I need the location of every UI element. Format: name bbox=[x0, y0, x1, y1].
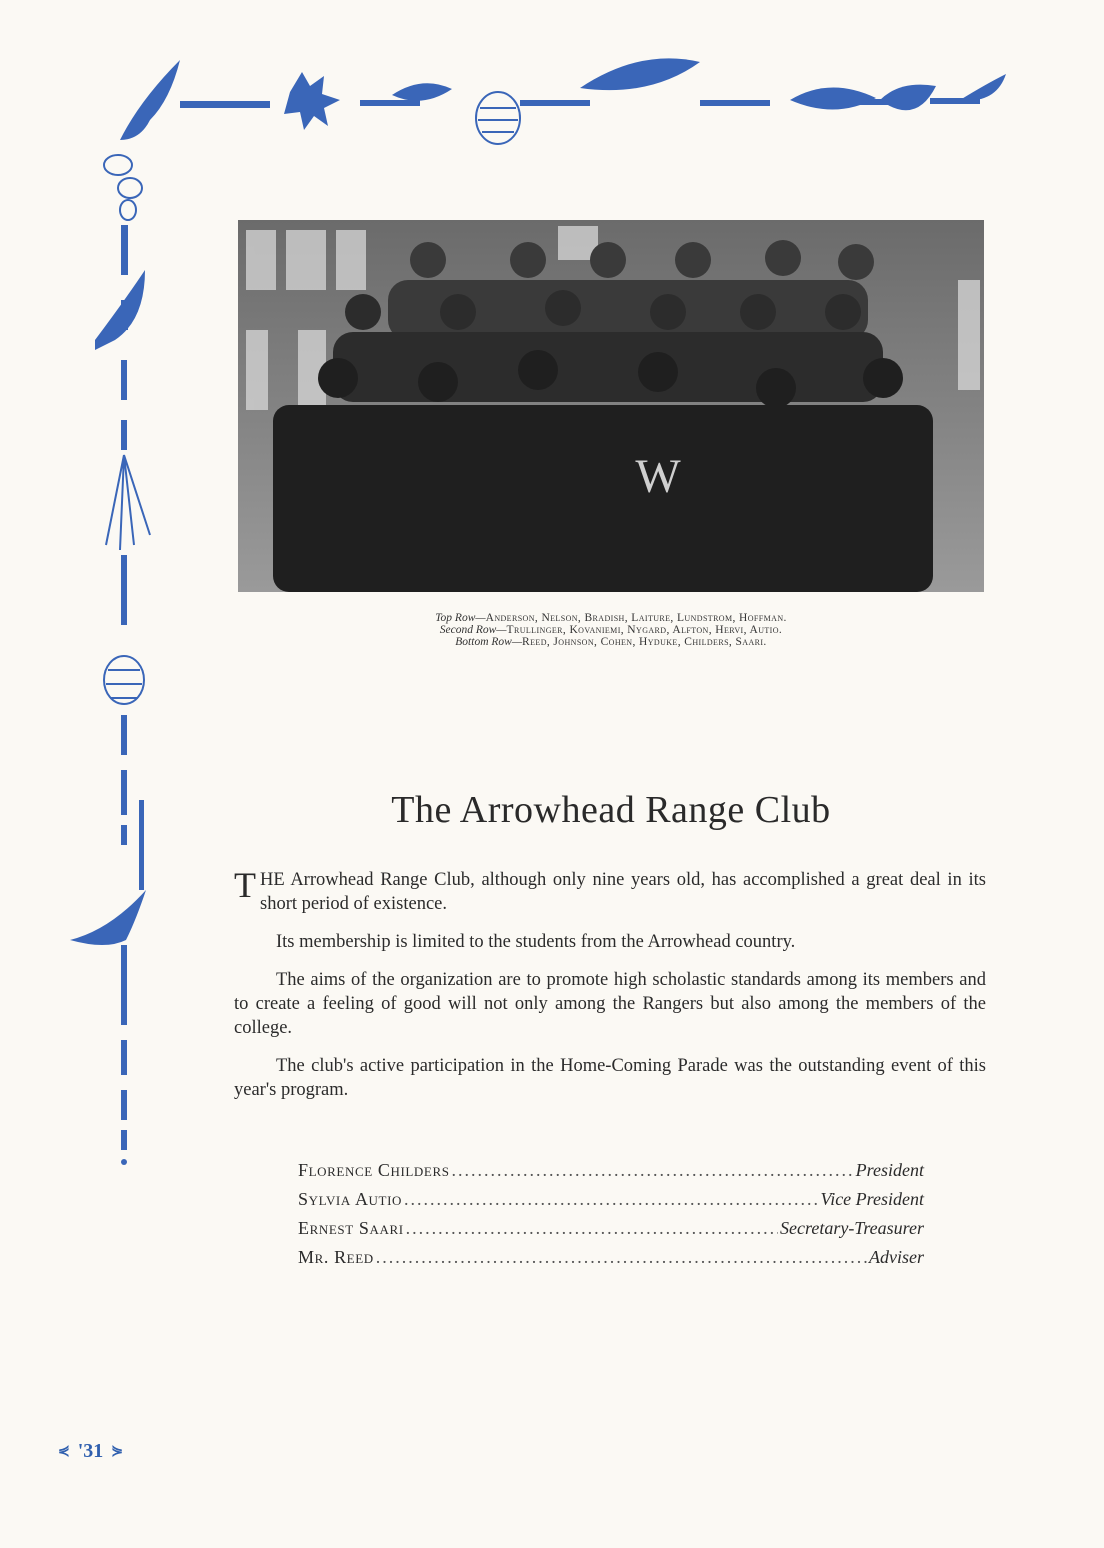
article-body bbox=[234, 865, 986, 1116]
officer-row bbox=[298, 1156, 924, 1185]
acorn-icon bbox=[104, 155, 132, 175]
caption-row-bottom: Bottom Row—Reed, Johnson, Cohen, Hyduke, Childers, Saari. bbox=[455, 636, 767, 648]
group-photo-image bbox=[238, 220, 984, 592]
leader-dots bbox=[404, 1185, 819, 1214]
page-folio bbox=[58, 1440, 123, 1463]
year-mark: '31 bbox=[77, 1440, 104, 1462]
page-title: The Arrowhead Range Club bbox=[391, 789, 831, 831]
officer-name: Sylvia Autio bbox=[298, 1189, 403, 1209]
officer-row bbox=[298, 1214, 924, 1243]
leader-dots bbox=[376, 1243, 867, 1272]
caption-row-second: Second Row—Trullinger, Kovaniemi, Nygard, Alfton, Hervi, Autio. bbox=[439, 624, 783, 636]
arrow-right-icon: ⋟ bbox=[111, 1444, 124, 1459]
officer-title: Vice President bbox=[820, 1189, 924, 1209]
maple-leaf-icon bbox=[284, 72, 340, 130]
sweater-letter: W bbox=[635, 450, 681, 503]
paragraph-aims: The aims of the organization are to promote high scholastic standards among its members and to create a feeling of good will not only among the Rangers but also among the members of the college. bbox=[234, 970, 986, 1038]
arrow-left-icon: ⋞ bbox=[58, 1444, 70, 1459]
holly-leaf-icon bbox=[120, 60, 180, 140]
officers-list bbox=[298, 1156, 924, 1272]
paragraph-event: The club's active participation in the Home-Coming Parade was the outstanding event of this year's program. bbox=[234, 1056, 986, 1100]
photo-caption bbox=[238, 612, 984, 648]
paragraph-membership: Its membership is limited to the students from the Arrowhead country. bbox=[276, 932, 796, 952]
officer-name: Mr. Reed bbox=[298, 1247, 374, 1267]
leader-dots bbox=[406, 1214, 778, 1243]
caption-row-top: Top Row—Anderson, Nelson, Bradish, Laiture, Lundstrom, Hoffman. bbox=[435, 612, 787, 624]
officer-row bbox=[298, 1243, 924, 1272]
leader-dots bbox=[452, 1156, 854, 1185]
officer-title: President bbox=[855, 1160, 924, 1180]
paragraph-intro: THE Arrowhead Range Club, although only nine years old, has accomplished a great deal in its short period of existence. bbox=[234, 865, 986, 914]
group-photo bbox=[238, 220, 984, 592]
officer-name: Florence Childers bbox=[298, 1160, 450, 1180]
officer-title: Adviser bbox=[869, 1247, 924, 1267]
officer-title: Secretary-Treasurer bbox=[780, 1218, 924, 1238]
drop-cap: T bbox=[234, 865, 256, 905]
officer-name: Ernest Saari bbox=[298, 1218, 404, 1238]
officer-row bbox=[298, 1185, 924, 1214]
